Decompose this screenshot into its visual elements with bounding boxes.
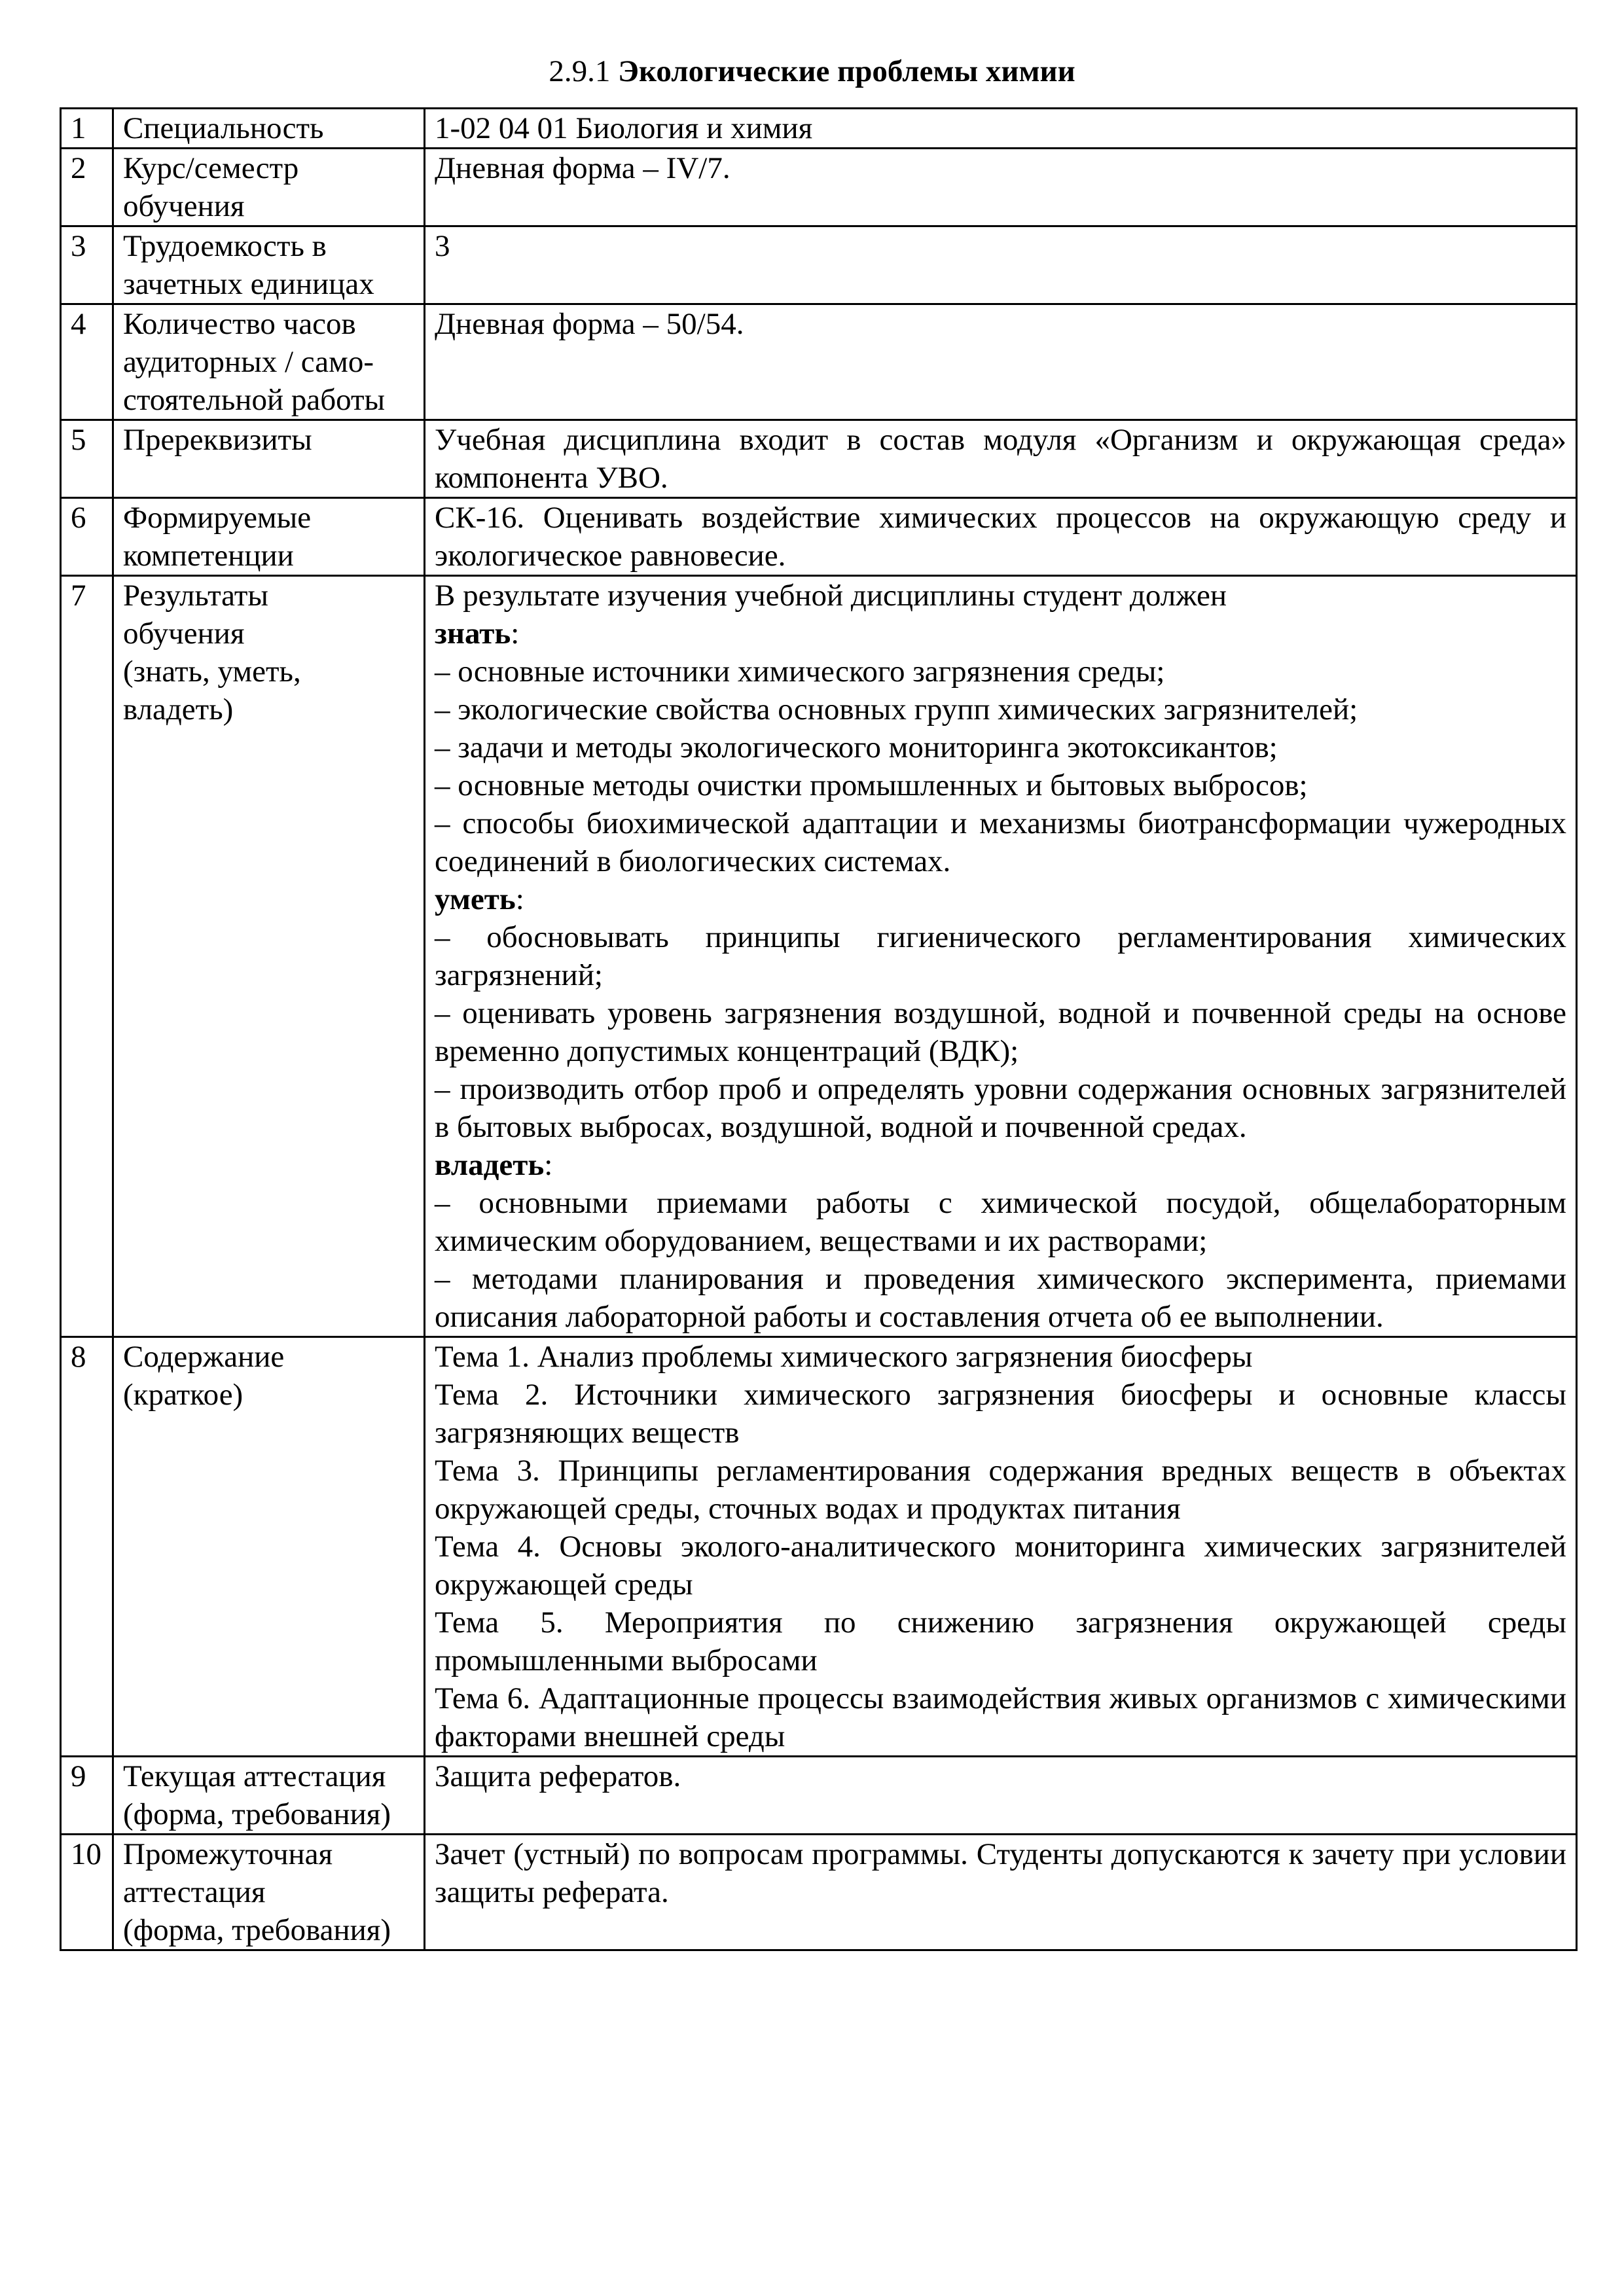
label-line: (форма, требования)	[123, 1913, 391, 1947]
row-label	[113, 1835, 425, 1950]
section-heading-master: владеть:	[435, 1148, 553, 1182]
label-line: зачетных единицах	[123, 267, 374, 301]
table-row	[61, 1757, 1577, 1835]
content-text: Дневная форма – IV/7.	[435, 151, 731, 185]
heading-text: уметь	[435, 882, 516, 916]
row-content	[425, 304, 1577, 420]
row-label	[113, 226, 425, 304]
row-content: Учебная дисциплина входит в состав модуля «Организм и окружающая среда» компонента УВО.	[425, 420, 1577, 498]
list-item: – экологические свойства основных групп химических загрязнителей;	[435, 692, 1358, 726]
topic-item: Тема 2. Источники химического загрязнения биосферы и основные классы загрязняющих веществ	[435, 1378, 1566, 1450]
row-number: 1	[61, 109, 113, 149]
row-label	[113, 304, 425, 420]
row-content: СК-16. Оценивать воздействие химических процессов на окружающую среду и экологическое равновесие.	[425, 498, 1577, 576]
label-line: (краткое)	[123, 1378, 244, 1412]
row-content	[425, 109, 1577, 149]
table-row	[61, 1337, 1577, 1757]
table-row	[61, 226, 1577, 304]
table-row	[61, 1835, 1577, 1950]
list-item: – оценивать уровень загрязнения воздушной, водной и почвенной среды на основе временно допустимых концентраций (ВДК);	[435, 996, 1566, 1068]
section-title: Экологические проблемы химии	[618, 54, 1075, 88]
section-number: 2.9.1	[549, 54, 611, 88]
heading-text: владеть	[435, 1148, 545, 1182]
list-item: – методами планирования и проведения химического эксперимента, приемами описания лабораторной работы и составления отчета об ее выполнении.	[435, 1262, 1566, 1334]
label-line: стоятельной работы	[123, 383, 386, 417]
label-line: (форма, требования)	[123, 1797, 391, 1831]
row-number: 3	[61, 226, 113, 304]
content-text: 1-02 04 01 Биология и химия	[435, 111, 813, 145]
label-line: компетенции	[123, 539, 294, 573]
row-label	[113, 109, 425, 149]
label-line: владеть)	[123, 692, 234, 726]
topic-item: Тема 5. Мероприятия по снижению загрязнения окружающей среды промышленными выбросами	[435, 1605, 1566, 1677]
row-number: 4	[61, 304, 113, 420]
table-row	[61, 149, 1577, 226]
row-number: 7	[61, 576, 113, 1337]
row-number: 6	[61, 498, 113, 576]
table-row	[61, 304, 1577, 420]
table-row	[61, 420, 1577, 498]
row-content	[425, 226, 1577, 304]
row-number: 10	[61, 1835, 113, 1950]
list-item: – задачи и методы экологического мониторинга экотоксикантов;	[435, 730, 1278, 764]
label-line: Текущая аттестация	[123, 1759, 386, 1793]
label-line: Специальность	[123, 111, 324, 145]
label-line: Результаты	[123, 579, 268, 613]
topic-item: Тема 6. Адаптационные процессы взаимодействия живых организмов с химическими факторами внешней среды	[435, 1681, 1566, 1753]
heading-text: знать	[435, 617, 511, 651]
topic-item: Тема 1. Анализ проблемы химического загрязнения биосферы	[435, 1340, 1253, 1374]
list-item: – обосновывать принципы гигиенического регламентирования химических загрязнений;	[435, 920, 1566, 992]
topic-item: Тема 4. Основы эколого-аналитического мониторинга химических загрязнителей окружающей среды	[435, 1530, 1566, 1602]
learning-outcomes-intro: В результате изучения учебной дисциплины студент должен	[435, 579, 1227, 613]
row-content	[425, 1757, 1577, 1835]
label-line: (знать, уметь,	[123, 655, 301, 689]
row-number: 5	[61, 420, 113, 498]
label-line: Промежуточная	[123, 1837, 333, 1871]
course-info-table	[60, 107, 1578, 1951]
row-content	[425, 576, 1577, 1337]
list-item: – основными приемами работы с химической посудой, общелабораторным химическим оборудованием, веществами и их растворами;	[435, 1186, 1566, 1258]
label-line: обучения	[123, 189, 245, 223]
content-text: 3	[435, 229, 450, 263]
content-text: Защита рефератов.	[435, 1759, 681, 1793]
label-line: Трудоемкость в	[123, 229, 327, 263]
label-line: обучения	[123, 617, 245, 651]
label-line: Формируемые	[123, 501, 312, 535]
section-heading-can: уметь:	[435, 882, 524, 916]
row-label	[113, 149, 425, 226]
list-item: – способы биохимической адаптации и механизмы биотрансформации чужеродных соединений в биологических системах.	[435, 806, 1566, 878]
row-label	[113, 420, 425, 498]
table-row	[61, 109, 1577, 149]
list-item: – основные методы очистки промышленных и бытовых выбросов;	[435, 768, 1308, 802]
row-label	[113, 498, 425, 576]
row-label	[113, 1757, 425, 1835]
label-line: Пререквизиты	[123, 423, 312, 457]
row-content	[425, 1337, 1577, 1757]
row-label	[113, 576, 425, 1337]
label-line: аудиторных / само-	[123, 345, 374, 379]
row-number: 9	[61, 1757, 113, 1835]
page-title	[0, 52, 1624, 90]
label-line: аттестация	[123, 1875, 266, 1909]
row-label	[113, 1337, 425, 1757]
table-row	[61, 576, 1577, 1337]
topic-item: Тема 3. Принципы регламентирования содержания вредных веществ в объектах окружающей среды, сточных водах и продуктах питания	[435, 1454, 1566, 1526]
content-text: Дневная форма – 50/54.	[435, 307, 744, 341]
label-line: Количество часов	[123, 307, 356, 341]
row-number: 2	[61, 149, 113, 226]
label-line: Содержание	[123, 1340, 285, 1374]
section-heading-know: знать:	[435, 617, 520, 651]
row-content	[425, 149, 1577, 226]
list-item: – производить отбор проб и определять уровни содержания основных загрязнителей в бытовых выбросах, воздушной, водной и почвенной средах.	[435, 1072, 1566, 1144]
row-number: 8	[61, 1337, 113, 1757]
list-item: – основные источники химического загрязнения среды;	[435, 655, 1165, 689]
row-content: Зачет (устный) по вопросам программы. Студенты допускаются к зачету при условии защиты реферата.	[425, 1835, 1577, 1950]
table-row	[61, 498, 1577, 576]
label-line: Курс/семестр	[123, 151, 299, 185]
